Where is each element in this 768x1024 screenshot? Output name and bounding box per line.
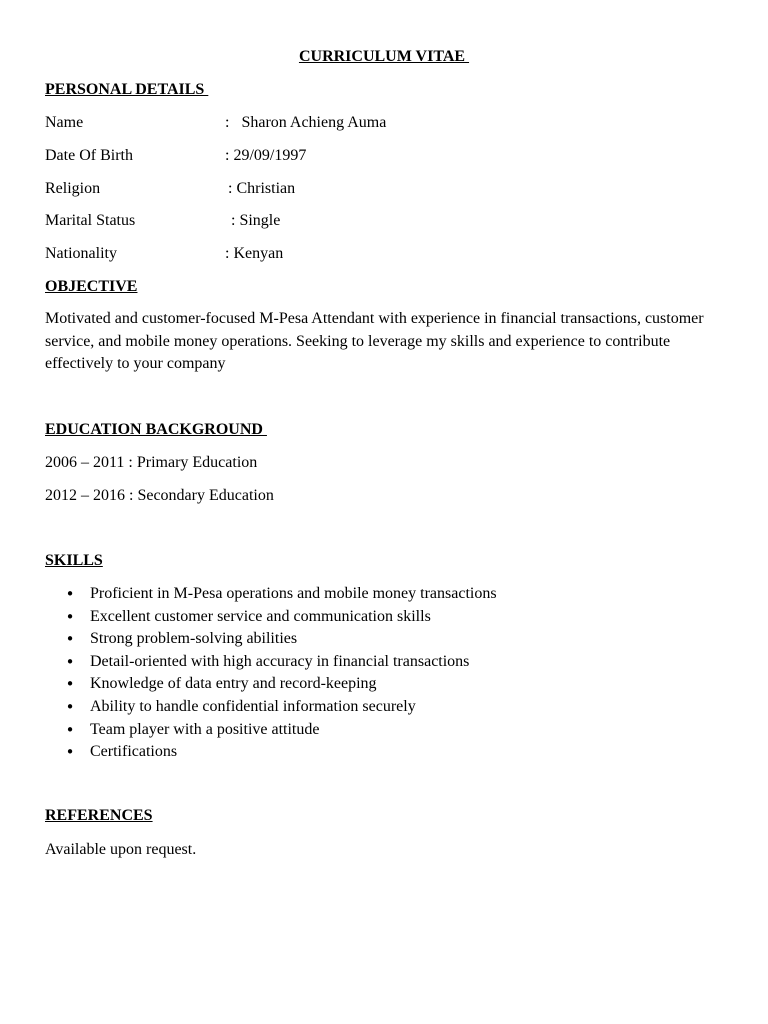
detail-value-religion: : Christian [228, 180, 296, 197]
skills-list [45, 583, 497, 764]
skill-text: Certifications [90, 743, 178, 761]
skill-text: Ability to handle confidential information securely [90, 697, 416, 715]
personal-details-heading: PERSONAL DETAILS [45, 81, 209, 98]
detail-row-name [45, 113, 725, 133]
detail-label-name: Name [45, 114, 84, 131]
bullet-icon: • [65, 585, 75, 603]
references-heading: REFERENCES [45, 807, 153, 824]
skill-item [45, 673, 497, 696]
detail-row-nationality [45, 244, 725, 264]
detail-label-religion: Religion [45, 180, 101, 197]
detail-value-marital-status: : Single [231, 212, 281, 229]
skill-item [45, 606, 497, 629]
skills-heading: SKILLS [45, 552, 103, 569]
objective-heading: OBJECTIVE [45, 278, 138, 295]
bullet-icon: • [65, 697, 75, 716]
references-text: Available upon request. [45, 841, 197, 858]
skill-text: Proficient in M-Pesa operations and mobile money transactions [90, 585, 497, 602]
skill-text: Knowledge of data entry and record-keeping [90, 675, 377, 693]
document-title: CURRICULUM VITAE [298, 48, 470, 65]
bullet-icon: • [65, 630, 75, 649]
detail-row-date-of-birth [45, 146, 725, 166]
detail-row-religion [45, 179, 725, 199]
skill-item [45, 651, 497, 674]
skill-item [45, 696, 497, 719]
detail-row-marital-status [45, 211, 725, 231]
detail-value-date-of-birth: : 29/09/1997 [225, 147, 307, 164]
bullet-icon: • [65, 720, 75, 739]
bullet-icon: • [65, 675, 75, 694]
education-item-secondary: 2012 – 2016 : Secondary Education [45, 487, 274, 504]
skill-item [45, 719, 497, 742]
skill-text: Strong problem-solving abilities [90, 630, 298, 648]
skill-text: Excellent customer service and communication skills [90, 607, 431, 625]
detail-value-nationality: : Kenyan [225, 245, 284, 262]
detail-value-name: : Sharon Achieng Auma [225, 114, 387, 131]
education-heading: EDUCATION BACKGROUND [45, 421, 267, 438]
detail-label-nationality: Nationality [45, 245, 117, 262]
bullet-icon: • [65, 652, 75, 671]
skill-item [45, 628, 497, 651]
bullet-icon: • [65, 607, 75, 626]
skill-item [45, 583, 497, 606]
education-item-primary: 2006 – 2011 : Primary Education [45, 454, 258, 471]
detail-label-date-of-birth: Date Of Birth [45, 147, 133, 164]
skill-text: Detail-oriented with high accuracy in financial transactions [90, 652, 470, 670]
bullet-icon: • [65, 743, 75, 762]
skill-item [45, 741, 497, 764]
detail-label-marital-status: Marital Status [45, 212, 136, 229]
objective-text: Motivated and customer-focused M-Pesa Attendant with experience in financial transactions, customer service, and mobile money operations. Seeking to leverage my skills and experience to contribute effectively to your company [45, 310, 704, 372]
skill-text: Team player with a positive attitude [90, 720, 320, 738]
